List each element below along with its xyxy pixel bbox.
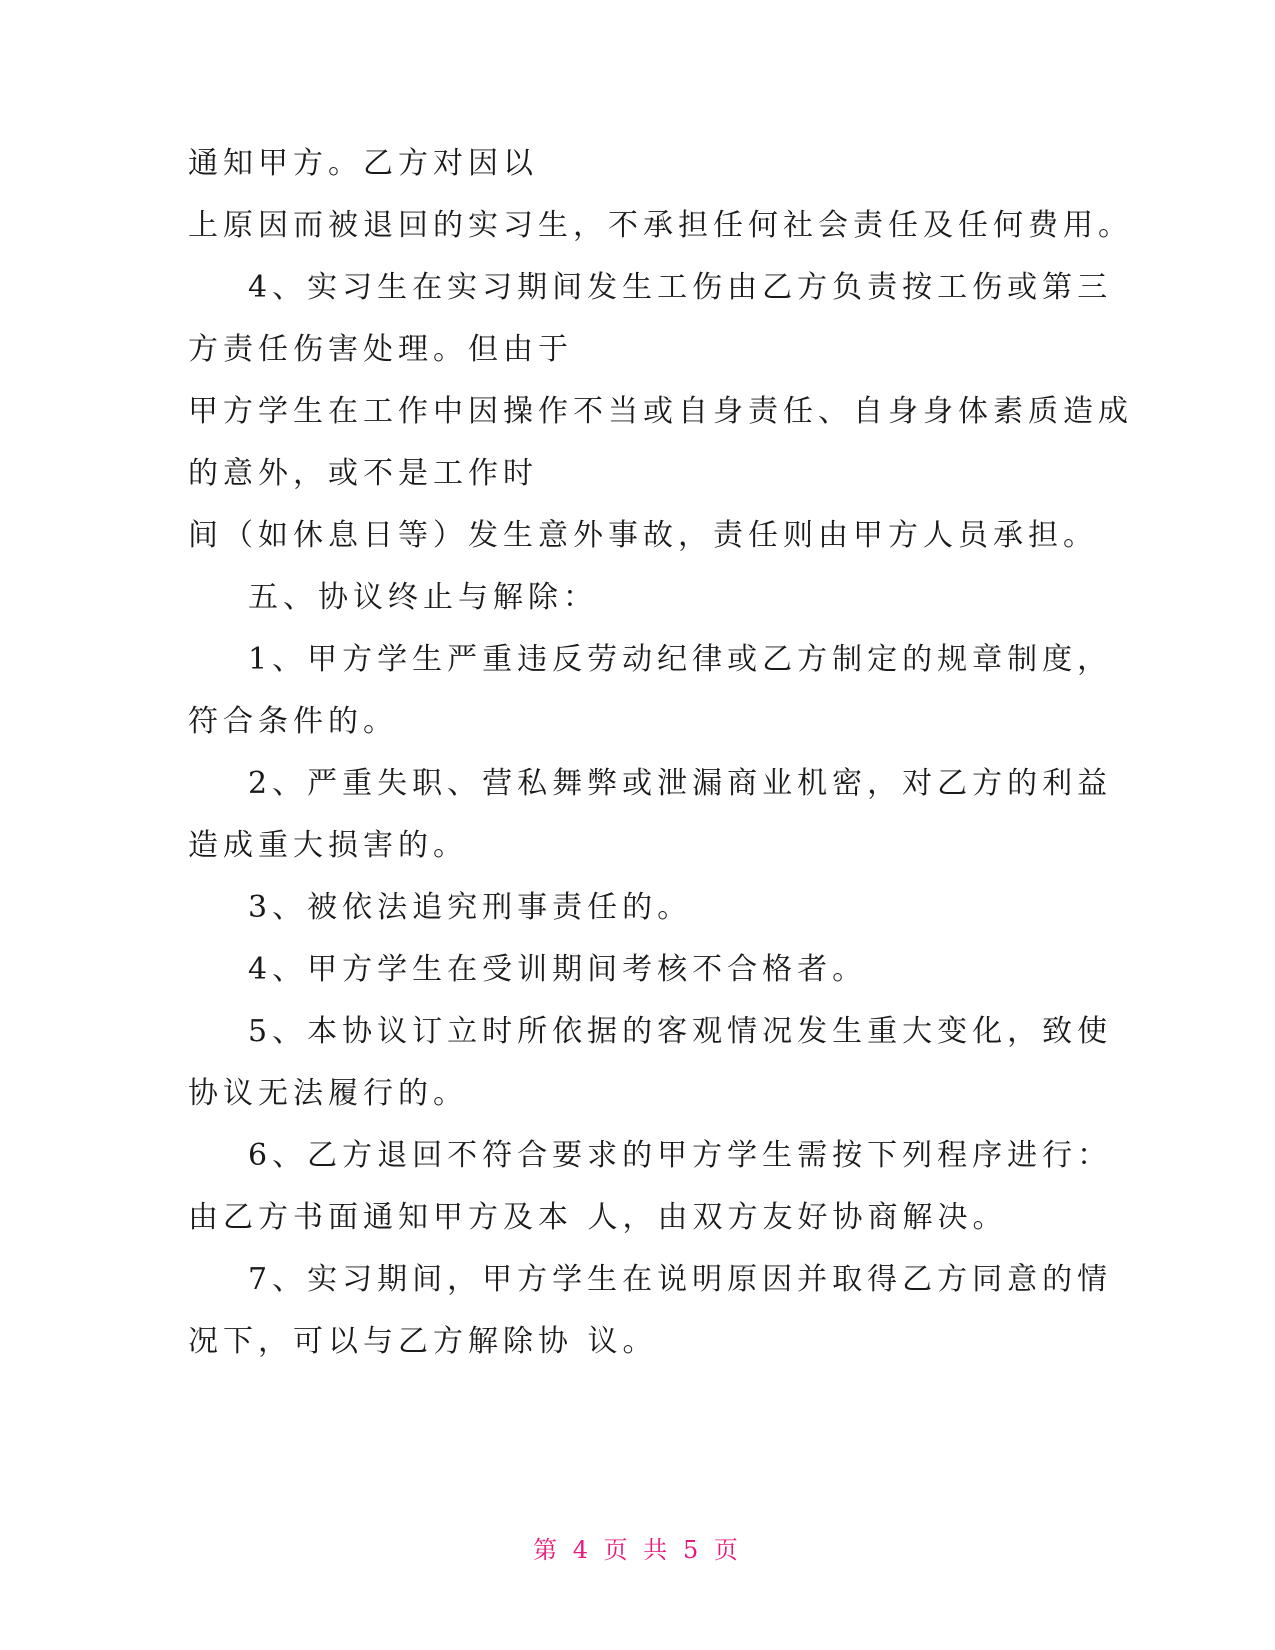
text-line: 2、严重失职、营私舞弊或泄漏商业机密，对乙方的利益 (248, 766, 1113, 801)
text-line: 造成重大损害的。 (188, 828, 468, 863)
text-line: 符合条件的。 (188, 704, 398, 739)
text-line: 甲方学生在工作中因操作不当或自身责任、自身身体素质造成 (188, 394, 1133, 429)
text-line: 况下，可以与乙方解除协 议。 (188, 1324, 658, 1359)
text-line: 协议无法履行的。 (188, 1076, 468, 1111)
text-line: 4、实习生在实习期间发生工伤由乙方负责按工伤或第三 (248, 270, 1113, 305)
text-line: 1、甲方学生严重违反劳动纪律或乙方制定的规章制度， (248, 642, 1113, 677)
text-line: 5、本协议订立时所依据的客观情况发生重大变化，致使 (248, 1014, 1113, 1049)
text-line: 的意外，或不是工作时 (188, 456, 538, 491)
text-line: 上原因而被退回的实习生，不承担任何社会责任及任何费用。 (188, 208, 1133, 243)
text-line: 6、乙方退回不符合要求的甲方学生需按下列程序进行： (248, 1138, 1113, 1173)
text-line: 由乙方书面通知甲方及本 人，由双方友好协商解决。 (188, 1200, 1008, 1235)
text-line: 7、实习期间，甲方学生在说明原因并取得乙方同意的情 (248, 1262, 1113, 1297)
text-line: 通知甲方。乙方对因以 (188, 146, 538, 181)
text-line: 3、被依法追究刑事责任的。 (248, 890, 693, 925)
text-line: 4、甲方学生在受训期间考核不合格者。 (248, 952, 868, 987)
section-heading: 五、协议终止与解除： (248, 580, 598, 615)
page-number-footer: 第 4 页 共 5 页 (533, 1536, 742, 1564)
text-line: 间（如休息日等）发生意外事故，责任则由甲方人员承担。 (188, 518, 1098, 553)
text-line: 方责任伤害处理。但由于 (188, 332, 573, 367)
